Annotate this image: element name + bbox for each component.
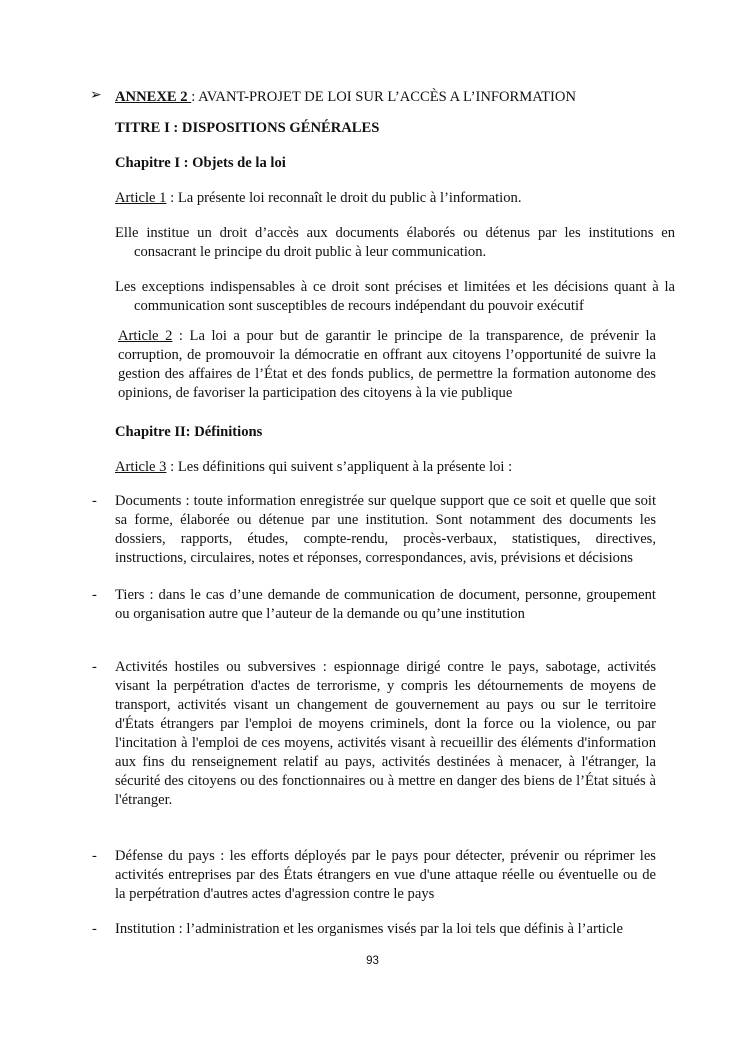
definition-documents: Documents : toute information enregistrée sur quelque support que ce soit et quelle que soit sa forme, élaborée ou détenue par une institution. Sont notamment des documents les dossiers, rapports, études, compte-rendu, procès-verbaux, statistiques, directives, instructions, circulaires, notes et réponses, correspondances, avis, prévisions et décisions [115,493,656,566]
definition-activites-hostiles: Activités hostiles ou subversives : espionnage dirigé contre le pays, sabotage, activités visant la perpétration d'actes de terrorisme, y compris les détournements de moyens de transport, activités visant un changement de gouvernement au pays ou sur le territoire d'États étrangers par l'emploi de moyens criminels, dont la force ou la violence, ou par l'incitation à l'emploi de ces moyens, activités visant à recueillir des éléments d'information aux fins du renseignement relatif au pays, activités destinées à menacer, à l'étranger, la sécurité des citoyens ou des fonctionnaires ou à mettre en danger des biens de l’État situés à l'étranger. [115,659,656,808]
article-2-text: : La loi a pour but de garantir le principe de la transparence, de prévenir la corruption, de promouvoir la démocratie en offrant aux citoyens l’opportunité de suivre la gestion des affaires de l’État et des fonds publics, de permettre la formation autonome des opinions, de favoriser la participation des citoyens à la vie publique [118,328,657,401]
titre-heading: TITRE I : DISPOSITIONS GÉNÉRALES [115,120,380,136]
definition-dash: - [92,921,97,937]
article-3-text: : Les définitions qui suivent s’appliquent à la présente loi : [166,459,513,475]
definition-defense-du-pays: Défense du pays : les efforts déployés par le pays pour détecter, prévenir ou réprimer les activités entreprises par des États étrangers en vue d'une attaque réelle ou éventuelle ou de la perpétration d'autres actes d'agression contre le pays [115,848,656,902]
definition-dash: - [92,587,97,603]
article-3-label: Article 3 [115,459,167,475]
annex-title: : AVANT-PROJET DE LOI SUR L’ACCÈS A L’INFORMATION [191,89,576,105]
article-1 [115,189,660,208]
article-1-text: : La présente loi reconnaît le droit du public à l’information. [166,190,522,206]
paragraph-1: Elle institue un droit d’accès aux documents élaborés ou détenus par les institutions en consacrant le principe du droit public à leur communication. [115,225,675,260]
paragraph-2: Les exceptions indispensables à ce droit sont précises et limitées et les décisions quant à la communication sont susceptibles de recours indépendant du pouvoir exécutif [115,279,675,314]
article-2-label: Article 2 [118,328,173,344]
chapitre-1-heading: Chapitre I : Objets de la loi [115,155,286,171]
definition-dash: - [92,493,97,509]
definition-dash: - [92,659,97,675]
chapitre-2-heading: Chapitre II: Définitions [115,424,263,440]
article-3 [115,458,660,477]
definition-dash: - [92,848,97,864]
annex-heading [115,88,675,107]
arrow-bullet-icon: ➢ [90,87,102,103]
article-2 [118,327,656,403]
article-1-label: Article 1 [115,190,167,206]
definition-institution: Institution : l’administration et les organismes visés par la loi tels que définis à l’article [115,921,623,937]
page-number: 93 [366,955,379,967]
annex-label: ANNEXE 2 [115,89,192,105]
definition-tiers: Tiers : dans le cas d’une demande de communication de document, personne, groupement ou organisation autre que l’auteur de la demande ou qu’une institution [115,587,656,622]
